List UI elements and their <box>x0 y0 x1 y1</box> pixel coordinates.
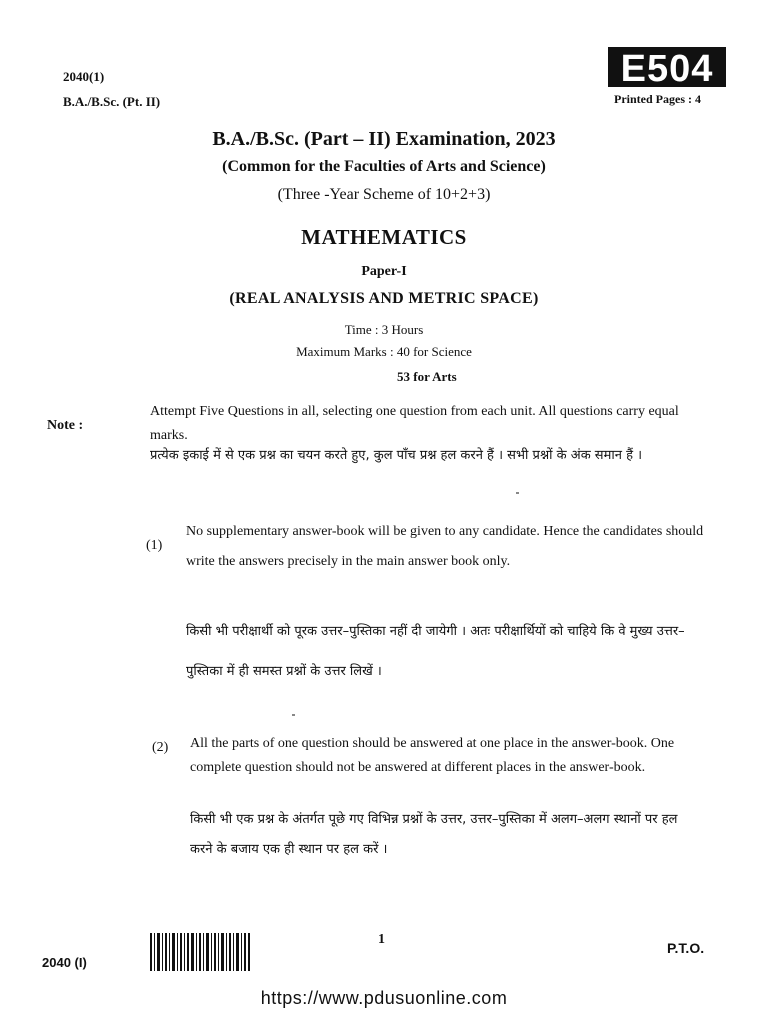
scan-speck <box>516 492 519 494</box>
max-marks-arts: 53 for Arts <box>397 369 457 384</box>
instruction-english: Attempt Five Questions in all, selecting one question from each unit. All questions carry equal marks. <box>150 404 679 443</box>
course-name: B.A./B.Sc. (Pt. II) <box>63 94 161 109</box>
item-english: All the parts of one question should be answered at one place in the answer-book. One complete question should not be answered at different places in the answer-book. <box>190 736 675 775</box>
paper-badge: E504 <box>608 47 726 87</box>
page-number: 1 <box>378 932 385 947</box>
instruction-hindi: प्रत्येक इकाई में से एक प्रश्न का चयन करते हुए, कुल पाँच प्रश्न हल करने हैं । सभी प्रश्नों के अंक समान हैं । <box>150 448 643 463</box>
subject-title: MATHEMATICS <box>301 225 467 249</box>
note-label: Note : <box>47 418 84 433</box>
faculties-subtitle: (Common for the Faculties of Arts and Science) <box>222 158 546 175</box>
scheme-subtitle: (Three -Year Scheme of 10+2+3) <box>277 186 491 203</box>
exam-title: B.A./B.Sc. (Part – II) Examination, 2023 <box>212 128 556 150</box>
printed-pages: Printed Pages : 4 <box>614 92 701 106</box>
paper-code: 2040(1) <box>63 69 105 84</box>
paper-title: (REAL ANALYSIS AND METRIC SPACE) <box>229 290 539 307</box>
paper-number: Paper-I <box>361 264 407 279</box>
max-marks-science: Maximum Marks : 40 for Science <box>296 344 472 359</box>
item-number: (1) <box>146 538 163 553</box>
footer-paper-code: 2040 (I) <box>42 955 87 970</box>
please-turn-over: P.T.O. <box>667 940 705 956</box>
item-english: No supplementary answer-book will be given to any candidate. Hence the candidates should write the answers precisely in the main answer book only. <box>186 524 704 569</box>
item-hindi: किसी भी परीक्षार्थी को पूरक उत्तर–पुस्तिका नहीं दी जायेगी । अतः परीक्षार्थियों को चाहिये कि वे मुख्य उत्तर–पुस्तिका में ही समस्त प्रश्नों के उत्तर लिखें । <box>186 624 685 679</box>
source-url: https://www.pdusuonline.com <box>260 988 508 1008</box>
barcode-icon <box>150 933 250 971</box>
item-hindi: किसी भी एक प्रश्न के अंतर्गत पूछे गए विभिन्न प्रश्नों के उत्तर, उत्तर–पुस्तिका में अलग–अलग स्थानों पर हल करने के बजाय एक ही स्थान पर हल करें । <box>190 812 678 857</box>
exam-time: Time : 3 Hours <box>344 322 424 337</box>
scan-speck <box>292 714 295 716</box>
item-number: (2) <box>152 740 169 755</box>
